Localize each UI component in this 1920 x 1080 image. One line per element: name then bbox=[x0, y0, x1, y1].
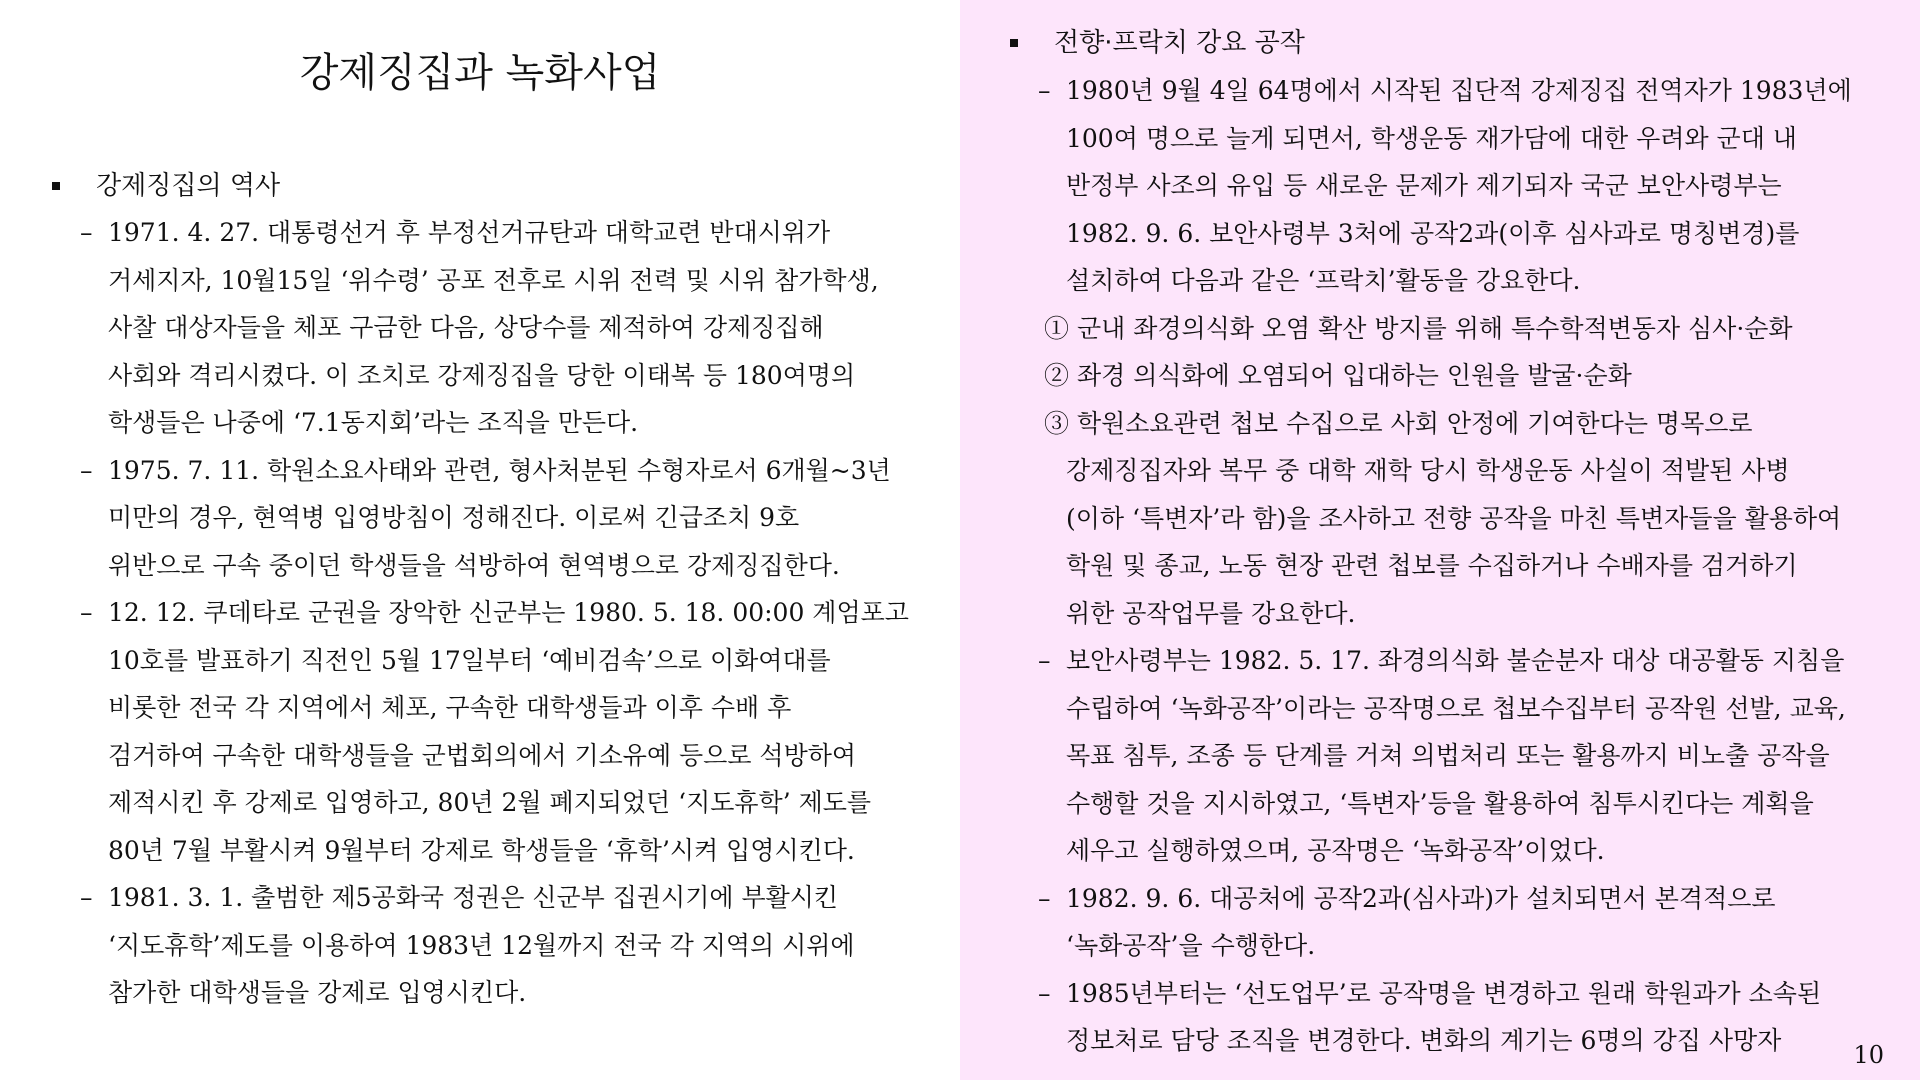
page-title: 강제징집과 녹화사업 bbox=[299, 50, 661, 96]
list-item bbox=[1038, 970, 1821, 1065]
text-line: ‘녹화공작’을 수행한다. bbox=[1066, 931, 1316, 960]
text-line: 1980년 9월 4일 64명에서 시작된 집단적 강제징집 전역자가 1983년에 bbox=[1066, 76, 1852, 105]
text-line: (이하 ‘특변자’라 함)을 조사하고 전향 공작을 마친 특변자들을 활용하여 bbox=[1066, 503, 1842, 533]
text-line: 목표 침투, 조종 등 단계를 거쳐 의법처리 또는 활용까지 비노출 공작을 bbox=[1066, 741, 1830, 770]
text-line: 설치하여 다음과 같은 ‘프락치’활동을 강요한다. bbox=[1066, 266, 1581, 295]
dash-marker: – bbox=[1038, 883, 1051, 913]
text-line: 검거하여 구속한 대학생들을 군법회의에서 기소유예 등으로 석방하여 bbox=[108, 740, 857, 770]
text-line: 거세지자, 10월15일 ‘위수령’ 공포 전후로 시위 전력 및 시위 참가학생, bbox=[108, 265, 879, 295]
numbered-item: ③ 학원소요관련 첩보 수집으로 사회 안정에 기여한다는 명목으로 bbox=[1044, 408, 1753, 438]
numbered-list bbox=[1044, 305, 1793, 448]
text-line: 학원 및 종교, 노동 현장 관련 첩보를 수집하거나 수배자를 검거하기 bbox=[1066, 551, 1798, 580]
list-item bbox=[80, 209, 879, 447]
bullet-icon bbox=[52, 182, 60, 190]
text-line: 세우고 실행하였으며, 공작명은 ‘녹화공작’이었다. bbox=[1066, 836, 1605, 865]
list-item bbox=[1038, 637, 1846, 875]
list-item bbox=[80, 447, 891, 590]
text-line: 참가한 대학생들을 강제로 입영시킨다. bbox=[108, 978, 527, 1007]
dash-marker: – bbox=[80, 598, 93, 627]
section-heading-conversion-informant-coercion: 전향·프락치 강요 공작 bbox=[1054, 28, 1305, 58]
dash-marker: – bbox=[1038, 76, 1051, 105]
list-item bbox=[1038, 875, 1776, 970]
text-line: 비롯한 전국 각 지역에서 체포, 구속한 대학생들과 이후 수배 후 bbox=[108, 693, 792, 722]
text-line: 1985년부터는 ‘선도업무’로 공작명을 변경하고 원래 학원과가 소속된 bbox=[1066, 978, 1822, 1008]
text-line: 반정부 사조의 유입 등 새로운 문제가 제기되자 국군 보안사령부는 bbox=[1066, 171, 1782, 200]
text-line: 정보처로 담당 조직을 변경한다. 변화의 계기는 6명의 강집 사망자 bbox=[1066, 1026, 1782, 1055]
text-line: 학생들은 나중에 ‘7.1동지회’라는 조직을 만든다. bbox=[108, 408, 639, 437]
list-item bbox=[80, 874, 855, 1017]
text-line: 1975. 7. 11. 학원소요사태와 관련, 형사처분된 수형자로서 6개월~3년 bbox=[108, 455, 891, 485]
text-line: 12. 12. 쿠데타로 군권을 장악한 신군부는 1980. 5. 18. 00:00 계엄포고 bbox=[108, 598, 909, 627]
text-line: 100여 명으로 늘게 되면서, 학생운동 재가담에 대한 우려와 군대 내 bbox=[1066, 123, 1797, 153]
numbered-item: ① 군내 좌경의식화 오염 확산 방지를 위해 특수학적변동자 심사·순화 bbox=[1044, 313, 1793, 343]
numbered-item: ② 좌경 의식화에 오염되어 입대하는 인원을 발굴·순화 bbox=[1044, 361, 1632, 390]
text-line: 위반으로 구속 중이던 학생들을 석방하여 현역병으로 강제징집한다. bbox=[108, 550, 840, 580]
bullet-icon bbox=[1010, 39, 1018, 47]
text-line: 사회와 격리시켰다. 이 조치로 강제징집을 당한 이태복 등 180여명의 bbox=[108, 360, 856, 390]
text-line: 강제징집자와 복무 중 대학 재학 당시 학생운동 사실이 적발된 사병 bbox=[1066, 456, 1790, 485]
text-line: 수행할 것을 지시하였고, ‘특변자’등을 활용하여 침투시킨다는 계획을 bbox=[1066, 788, 1814, 818]
text-line: 1982. 9. 6. 대공처에 공작2과(심사과)가 설치되면서 본격적으로 bbox=[1066, 883, 1776, 913]
list-item bbox=[80, 589, 909, 874]
dash-marker: – bbox=[80, 455, 93, 485]
text-line: 보안사령부는 1982. 5. 17. 좌경의식화 불순분자 대상 대공활동 지침을 bbox=[1066, 646, 1845, 675]
text-line: 사찰 대상자들을 체포 구금한 다음, 상당수를 제적하여 강제징집해 bbox=[108, 313, 824, 342]
text-line: 위한 공작업무를 강요한다. bbox=[1066, 598, 1356, 628]
dash-marker: – bbox=[80, 883, 93, 912]
text-line: 1981. 3. 1. 출범한 제5공화국 정권은 신군부 집권시기에 부활시킨 bbox=[108, 883, 839, 912]
text-line: 1971. 4. 27. 대통령선거 후 부정선거규탄과 대학교련 반대시위가 bbox=[108, 218, 831, 247]
dash-marker: – bbox=[80, 218, 93, 247]
right-panel bbox=[960, 0, 1920, 1080]
continuation-paragraph bbox=[1066, 447, 1841, 637]
page-number: 10 bbox=[1853, 1041, 1884, 1069]
text-line: 10호를 발표하기 직전인 5월 17일부터 ‘예비검속’으로 이화여대를 bbox=[108, 645, 831, 675]
text-line: ‘지도휴학’제도를 이용하여 1983년 12월까지 전국 각 지역의 시위에 bbox=[108, 930, 855, 960]
text-line: 80년 7월 부활시켜 9월부터 강제로 학생들을 ‘휴학’시켜 입영시킨다. bbox=[108, 835, 855, 865]
text-line: 수립하여 ‘녹화공작’이라는 공작명으로 첩보수집부터 공작원 선발, 교육, bbox=[1066, 693, 1846, 723]
section-heading-forced-conscription-history: 강제징집의 역사 bbox=[96, 171, 281, 201]
dash-marker: – bbox=[1038, 978, 1051, 1008]
list-item bbox=[1038, 67, 1852, 305]
dash-marker: – bbox=[1038, 646, 1051, 675]
text-line: 미만의 경우, 현역병 입영방침이 정해진다. 이로써 긴급조치 9호 bbox=[108, 503, 800, 532]
text-line: 1982. 9. 6. 보안사령부 3처에 공작2과(이후 심사과로 명칭변경)를 bbox=[1066, 218, 1800, 248]
text-line: 제적시킨 후 강제로 입영하고, 80년 2월 폐지되었던 ‘지도휴학’ 제도를 bbox=[108, 788, 872, 817]
